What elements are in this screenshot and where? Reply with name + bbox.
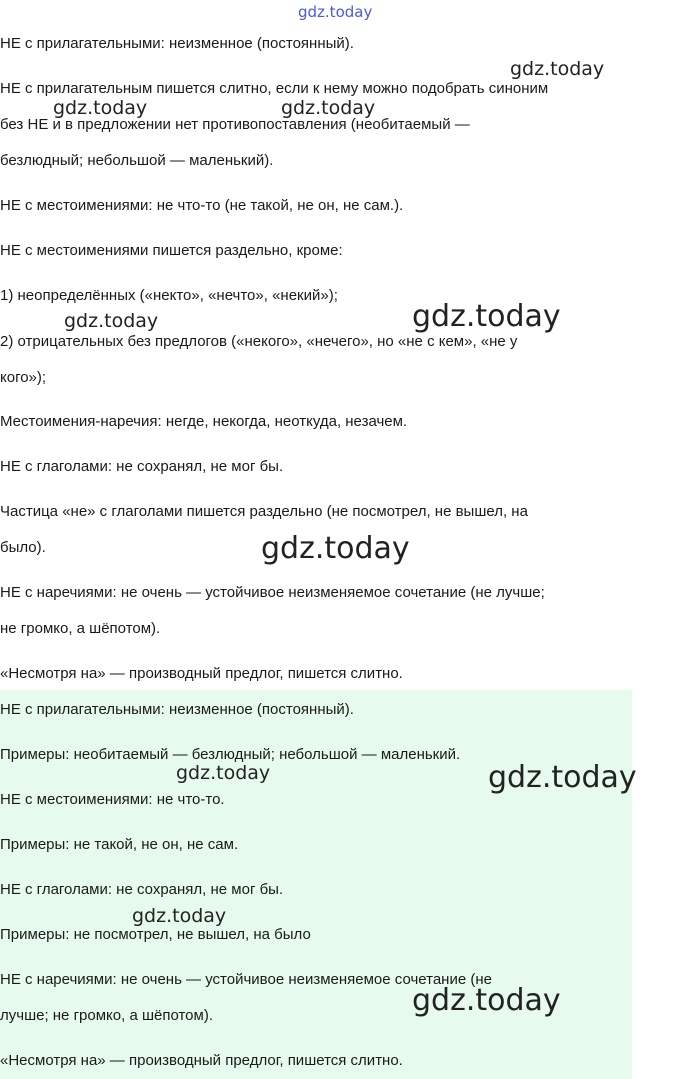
text-line: НЕ с наречиями: не очень — устойчивое неизменяемое сочетание (не лучше;	[0, 584, 545, 601]
text-line: «Несмотря на» — производный предлог, пишется слитно.	[0, 665, 403, 682]
text-line: НЕ с глаголами: не сохранял, не мог бы.	[0, 458, 284, 475]
watermark: gdz.today	[281, 97, 376, 119]
text-line: без НЕ и в предложении нет противопоставления (необитаемый —	[0, 116, 470, 133]
summary-line: лучше; не громко, а шёпотом).	[0, 1007, 213, 1024]
text-line: Частица «не» с глаголами пишется раздельно (не посмотрел, не вышел, на	[0, 503, 528, 520]
summary-line: «Несмотря на» — производный предлог, пишется слитно.	[0, 1052, 403, 1069]
text-line: НЕ с местоимениями: не что-то (не такой, не он, не сам.).	[0, 197, 404, 214]
summary-line: НЕ с прилагательными: неизменное (постоянный).	[0, 701, 354, 718]
watermark: gdz.today	[261, 531, 410, 566]
watermark: gdz.today	[53, 97, 148, 119]
summary-line: Примеры: необитаемый — безлюдный; небольшой — маленький.	[0, 746, 461, 763]
text-line: кого»);	[0, 369, 47, 386]
summary-line: НЕ с местоимениями: не что-то.	[0, 791, 225, 808]
watermark: gdz.today	[176, 762, 271, 784]
text-line: НЕ с местоимениями пишется раздельно, кроме:	[0, 242, 343, 259]
watermark: gdz.today	[132, 905, 227, 927]
watermark: gdz.today	[488, 760, 637, 795]
text-line: НЕ с прилагательным пишется слитно, если к нему можно подобрать синоним	[0, 80, 549, 97]
top-watermark: gdz.today	[298, 3, 373, 21]
watermark: gdz.today	[412, 299, 561, 334]
summary-line: НЕ с наречиями: не очень — устойчивое неизменяемое сочетание (не	[0, 971, 492, 988]
summary-line: НЕ с глаголами: не сохранял, не мог бы.	[0, 881, 284, 898]
text-line: НЕ с прилагательными: неизменное (постоянный).	[0, 35, 354, 52]
text-line: безлюдный; небольшой — маленький).	[0, 152, 274, 169]
text-line: было).	[0, 539, 46, 556]
watermark: gdz.today	[412, 983, 561, 1018]
text-line: 2) отрицательных без предлогов («некого», «нечего», но «не с кем», «не у	[0, 333, 518, 350]
watermark: gdz.today	[64, 310, 159, 332]
watermark: gdz.today	[510, 58, 605, 80]
text-line: 1) неопределённых («некто», «нечто», «некий»);	[0, 287, 338, 304]
text-line: не громко, а шёпотом).	[0, 620, 161, 637]
text-line: Местоимения-наречия: негде, некогда, неоткуда, незачем.	[0, 413, 408, 430]
summary-line: Примеры: не посмотрел, не вышел, на было	[0, 926, 311, 943]
summary-line: Примеры: не такой, не он, не сам.	[0, 836, 239, 853]
